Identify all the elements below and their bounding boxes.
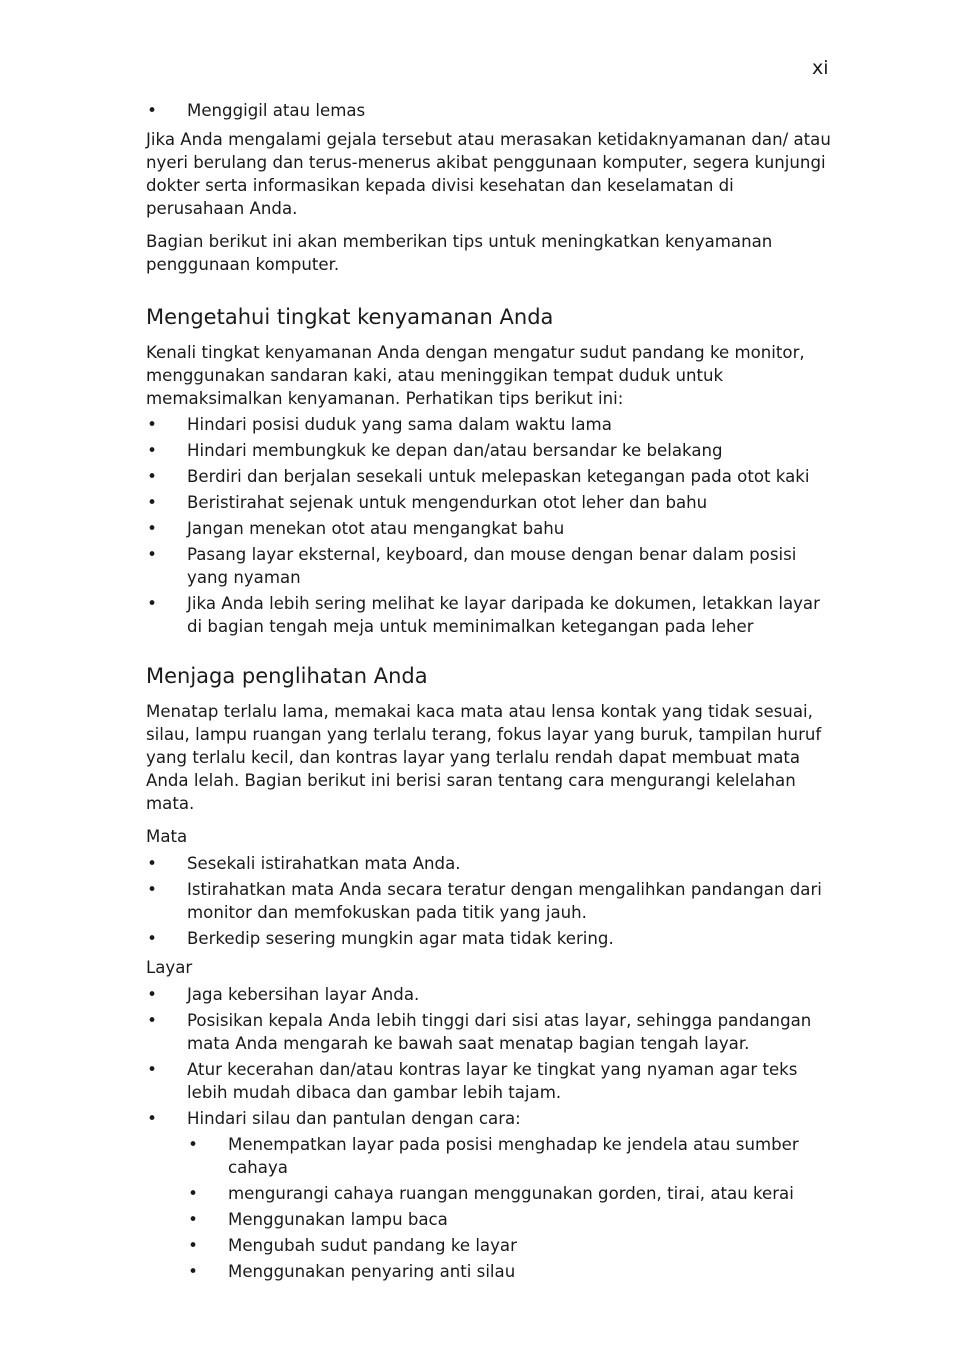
bullet-icon: • (147, 1060, 157, 1079)
bullet-icon: • (147, 519, 157, 538)
bullet-icon: • (147, 594, 157, 613)
bullet-icon: • (188, 1210, 198, 1229)
bullet-icon: • (147, 880, 157, 899)
subsection-label-mata: Mata (146, 827, 188, 846)
list-item: • Posisikan kepala Anda lebih tinggi dari sisi atas layar, sehingga pandangan mata Anda mengarah ke bawah saat menatap bagian tengah layar. (147, 1011, 812, 1053)
symptom-list (146, 99, 836, 122)
comfort-tips-list (146, 413, 836, 638)
glare-tips-sublist (187, 1133, 836, 1283)
bullet-icon: • (188, 1262, 198, 1281)
bullet-icon: • (147, 1109, 157, 1128)
intro-paragraph: Bagian berikut ini akan memberikan tips untuk meningkatkan kenyamanan penggunaan komputer. (146, 232, 773, 274)
subsection-label-layar: Layar (146, 958, 193, 977)
screen-tips-list (146, 983, 836, 1283)
sublist-item: • Menempatkan layar pada posisi menghadap ke jendela atau sumber cahaya (188, 1135, 799, 1177)
intro-paragraph: Jika Anda mengalami gejala tersebut atau merasakan ketidaknyamanan dan/ atau nyeri berulang dan terus-menerus akibat penggunaan komputer, segera kunjungi dokter serta informasikan kepada divisi kesehatan dan keselamatan di perusahaan Anda. (146, 130, 831, 218)
list-item: • Sesekali istirahatkan mata Anda. (147, 854, 461, 873)
bullet-icon: • (147, 985, 157, 1004)
bullet-icon: • (147, 467, 157, 486)
sublist-item: • Mengubah sudut pandang ke layar (188, 1236, 517, 1255)
list-item: • Berdiri dan berjalan sesekali untuk melepaskan ketegangan pada otot kaki (147, 467, 810, 486)
bullet-icon: • (188, 1236, 198, 1255)
list-item: • Beristirahat sejenak untuk mengendurkan otot leher dan bahu (147, 493, 708, 512)
page-number: xi (812, 57, 829, 79)
bullet-icon: • (188, 1135, 198, 1154)
list-item: • Jangan menekan otot atau mengangkat bahu (147, 519, 565, 538)
bullet-icon: • (147, 101, 157, 120)
list-item: • Hindari posisi duduk yang sama dalam waktu lama (147, 415, 612, 434)
sublist-item: • mengurangi cahaya ruangan menggunakan gorden, tirai, atau kerai (188, 1184, 794, 1203)
list-item: • Atur kecerahan dan/atau kontras layar ke tingkat yang nyaman agar teks lebih mudah dibaca dan gambar lebih tajam. (147, 1060, 798, 1102)
list-item: • Berkedip sesering mungkin agar mata tidak kering. (147, 929, 614, 948)
list-item: • Hindari membungkuk ke depan dan/atau bersandar ke belakang (147, 441, 723, 460)
eye-tips-list (146, 852, 836, 950)
section-paragraph: Kenali tingkat kenyamanan Anda dengan mengatur sudut pandang ke monitor, menggunakan sandaran kaki, atau meninggikan tempat duduk untuk memaksimalkan kenyamanan. Perhatikan tips berikut ini: (146, 343, 805, 408)
bullet-icon: • (147, 493, 157, 512)
section-heading: Menjaga penglihatan Anda (146, 664, 428, 688)
list-item: • Hindari silau dan pantulan dengan cara: • Menempatkan layar pada posisi menghadap ke jendela atau sumber cahaya • mengurangi cahaya ruangan menggunakan gorden, tirai, atau kerai • Menggunakan lampu baca • Mengubah sudut pandang ke layar • Menggunakan penyaring anti silau (146, 1107, 836, 1283)
bullet-icon: • (147, 1011, 157, 1030)
bullet-icon: • (188, 1184, 198, 1203)
list-item: • Jaga kebersihan layar Anda. (147, 985, 420, 1004)
list-item: • Pasang layar eksternal, keyboard, dan mouse dengan benar dalam posisi yang nyaman (147, 545, 797, 587)
bullet-icon: • (147, 415, 157, 434)
list-item: • Menggigil atau lemas (147, 101, 366, 120)
bullet-icon: • (147, 854, 157, 873)
list-item: • Jika Anda lebih sering melihat ke layar daripada ke dokumen, letakkan layar di bagian tengah meja untuk meminimalkan ketegangan pada leher (147, 594, 820, 636)
section-heading: Mengetahui tingkat kenyamanan Anda (146, 305, 554, 329)
sublist-item: • Menggunakan lampu baca (188, 1210, 448, 1229)
bullet-icon: • (147, 545, 157, 564)
sublist-item: • Menggunakan penyaring anti silau (188, 1262, 516, 1281)
bullet-icon: • (147, 441, 157, 460)
section-paragraph: Menatap terlalu lama, memakai kaca mata atau lensa kontak yang tidak sesuai, silau, lampu ruangan yang terlalu terang, fokus layar yang buruk, tampilan huruf yang terlalu kecil, dan kontras layar yang terlalu rendah dapat membuat mata Anda lelah. Bagian berikut ini berisi saran tentang cara mengurangi kelelahan mata. (146, 702, 822, 813)
document-body (146, 99, 836, 1286)
bullet-icon: • (147, 929, 157, 948)
list-item: • Istirahatkan mata Anda secara teratur dengan mengalihkan pandangan dari monitor dan memfokuskan pada titik yang jauh. (147, 880, 822, 922)
